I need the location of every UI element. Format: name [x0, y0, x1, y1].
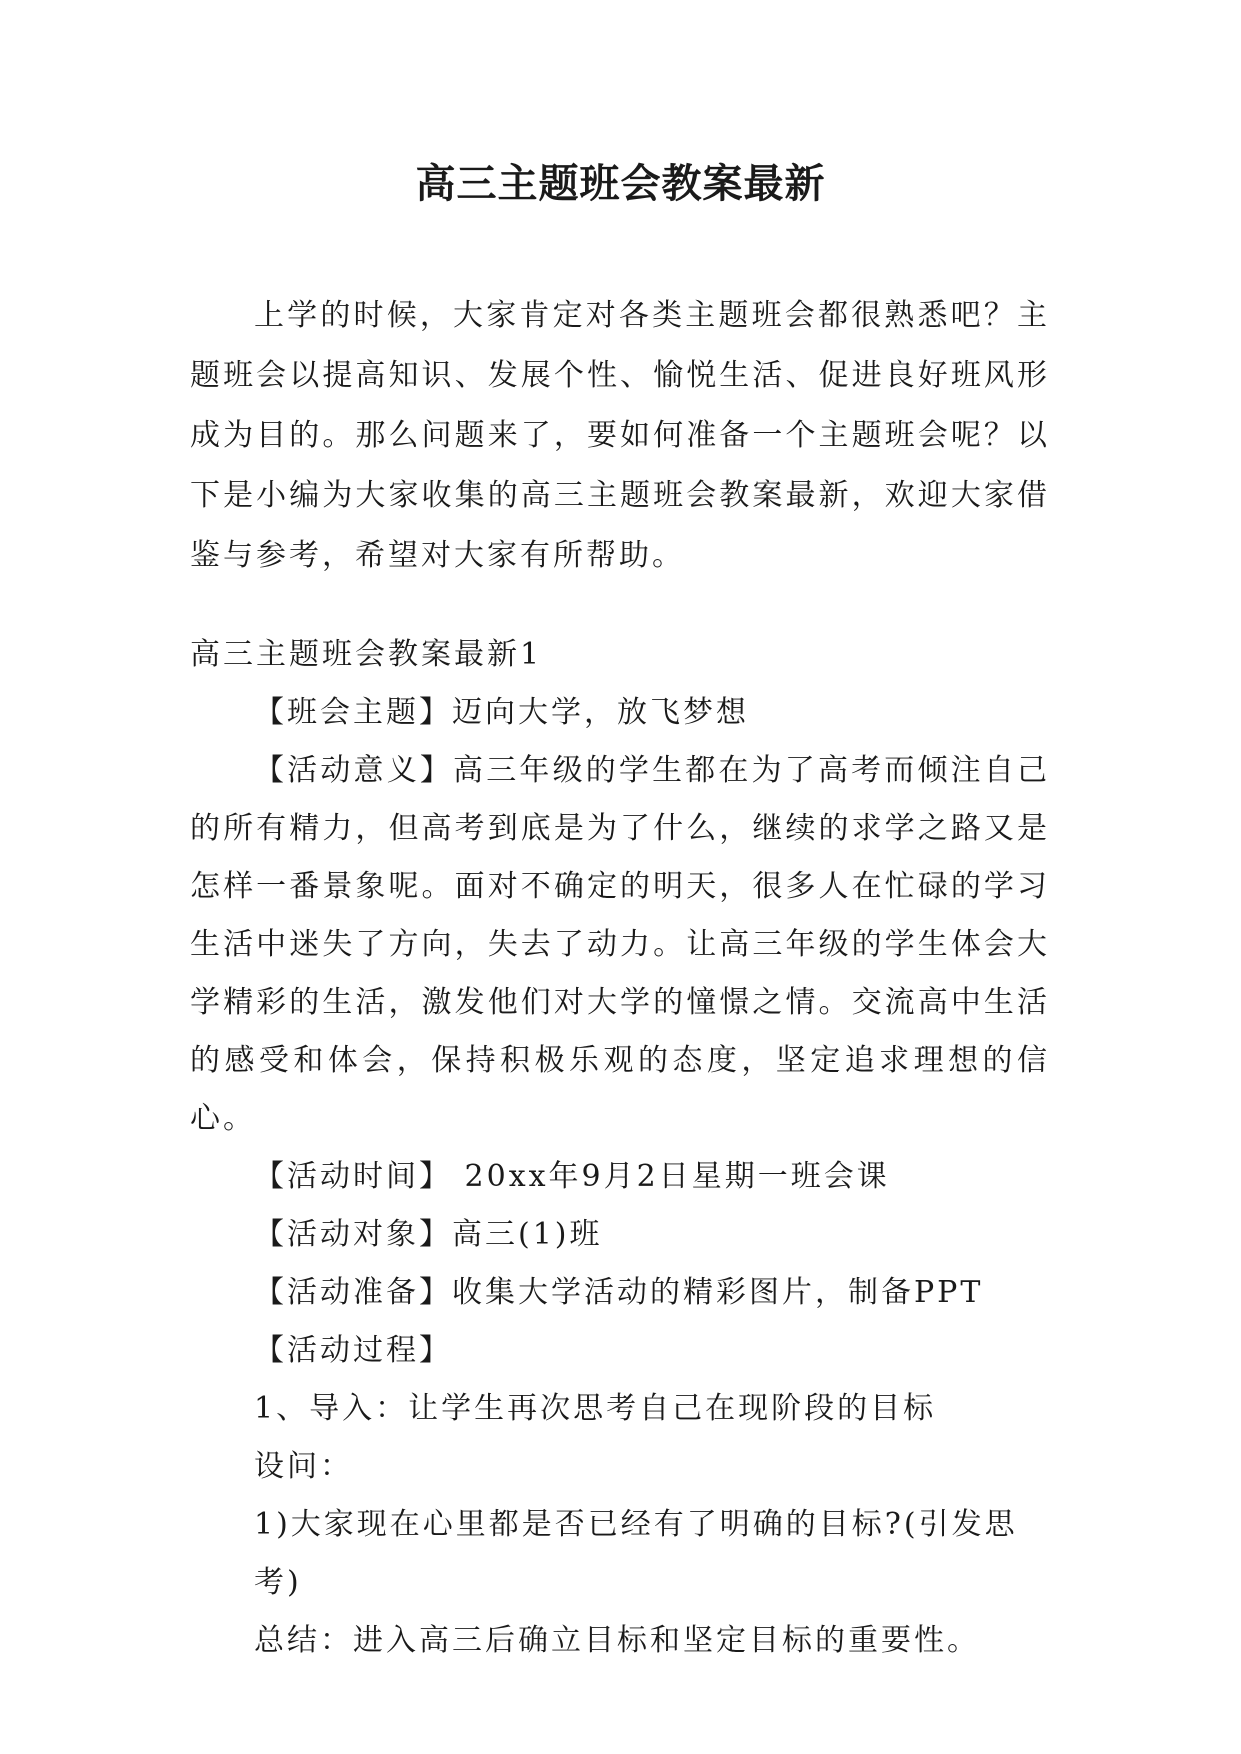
theme-line: 【班会主题】迈向大学，放飞梦想 — [254, 695, 749, 730]
document-body — [190, 286, 1050, 1670]
step1-line: 1、导入：让学生再次思考自己在现阶段的目标 — [254, 1391, 937, 1426]
process-line: 【活动过程】 — [254, 1333, 452, 1368]
paragraph-gap — [190, 586, 1050, 626]
significance-paragraph: 【活动意义】高三年级的学生都在为了高考而倾注自己的所有精力，但高考到底是为了什么，继续的求学之路又是怎样一番景象呢。面对不确定的明天，很多人在忙碌的学习生活中迷失了方向，失去了动力。让高三年级的学生体会大学精彩的生活，激发他们对大学的憧憬之情。交流高中生活的感受和体会，保持积极乐观的态度，坚定追求理想的信心。 — [190, 753, 1050, 1136]
question-label: 设问： — [254, 1449, 353, 1484]
summary-line: 总结：进入高三后确立目标和坚定目标的重要性。 — [254, 1623, 980, 1658]
question1-line: 1)大家现在心里都是否已经有了明确的目标?(引发思考) — [254, 1507, 1018, 1600]
preparation-line: 【活动准备】收集大学活动的精彩图片，制备PPT — [254, 1275, 984, 1310]
document-title: 高三主题班会教案最新 — [415, 160, 826, 207]
time-line: 【活动时间】 20xx年9月2日星期一班会课 — [254, 1159, 890, 1194]
section-heading: 高三主题班会教案最新1 — [190, 637, 543, 672]
target-line: 【活动对象】高三(1)班 — [254, 1217, 603, 1252]
intro-paragraph: 上学的时候，大家肯定对各类主题班会都很熟悉吧？主题班会以提高知识、发展个性、愉悦生活、促进良好班风形成为目的。那么问题来了，要如何准备一个主题班会呢？以下是小编为大家收集的高三主题班会教案最新，欢迎大家借鉴与参考，希望对大家有所帮助。 — [190, 298, 1050, 573]
